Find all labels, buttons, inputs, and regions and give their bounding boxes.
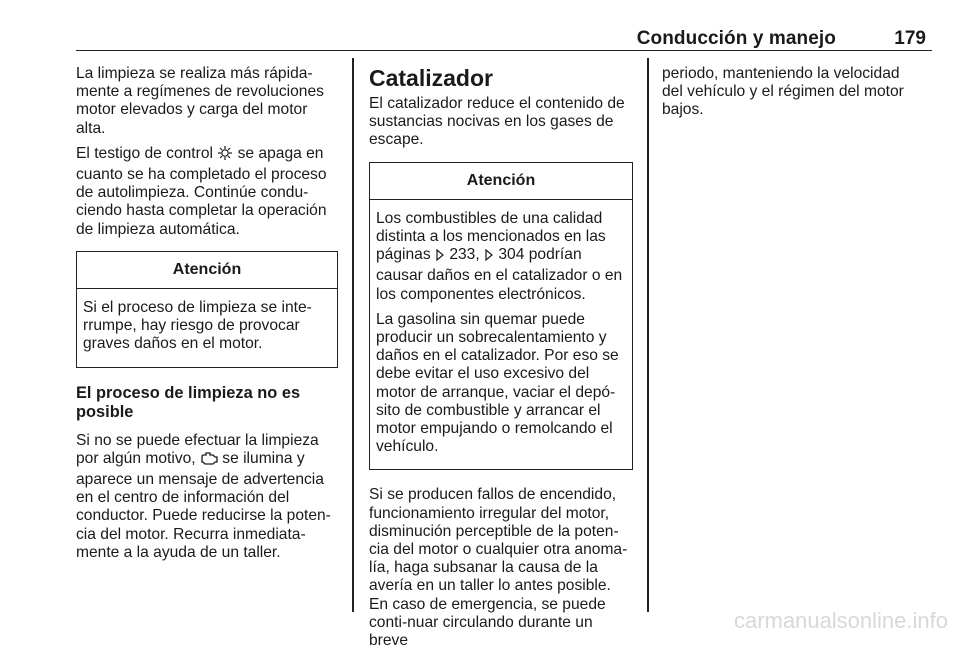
warning-title: Atención [370,163,632,200]
section-title: Conducción y manejo [636,28,836,49]
page-reference[interactable]: 304 [498,246,525,264]
diesel-particle-filter-icon [217,145,233,166]
column-3 [662,65,924,127]
column-divider [352,58,354,612]
column-divider [647,58,649,612]
section-heading: Catalizador [369,65,493,91]
paragraph: Si se producen fallos de encendido, funcionamiento irregular del motor, disminución perceptible de la poten-cia del motor o cualquier otra anoma-lía, haga subsanar la causa de la avería en un taller lo antes posible. En caso de emergencia, se puede conti-nuar circulando durante un breve [369,486,628,650]
paragraph: El testigo de control se apaga en cuanto se ha completado el proceso de autolimpieza. Continúe condu-ciendo hasta completar la operación de limpieza automática. [76,144,327,238]
subheading: El proceso de limpieza no es posible [76,383,301,421]
column-1 [76,65,338,569]
warning-box [76,251,338,368]
page-reference-arrow-icon [435,248,445,267]
paragraph: El catalizador reduce el contenido de sustancias nocivas en los gases de escape. [369,95,625,149]
column-2 [369,65,633,657]
warning-text: La gasolina sin quemar puede producir un sobrecalentamiento y daños en el catalizador. Por eso se debe evitar el uso excesivo del motor de arranque, vaciar el depó-sito de combustible y arrancar el motor empujando o remolcando el vehículo. [376,310,619,456]
page-reference[interactable]: 233 [449,246,476,264]
page-reference-arrow-icon [484,248,494,267]
warning-text: Si el proceso de limpieza se inte-rrumpe, hay riesgo de provocar graves daños en el motor. [83,299,312,353]
engine-check-icon [200,450,218,471]
page-number: 179 [894,28,926,49]
paragraph: La limpieza se realiza más rápida-mente a regímenes de revoluciones motor elevados y carga del motor alta. [76,65,324,137]
warning-title: Atención [77,252,337,289]
warning-box [369,162,633,471]
paragraph: Si no se puede efectuar la limpieza por algún motivo, se ilumina y aparece un mensaje de advertencia en el centro de información del conductor. Puede reducirse la poten-cia del motor. Recurra inmediata-mente a la ayuda de un taller. [76,431,331,561]
watermark: carmanualsonline.info [733,608,948,633]
paragraph: periodo, manteniendo la velocidad del vehículo y el régimen del motor bajos. [662,65,904,119]
page-header [76,28,932,51]
warning-text: Los combustibles de una calidad distinta a los mencionados en las páginas 233, 304 podrían causar daños en el catalizador o en los componentes electrónicos. [376,209,623,303]
